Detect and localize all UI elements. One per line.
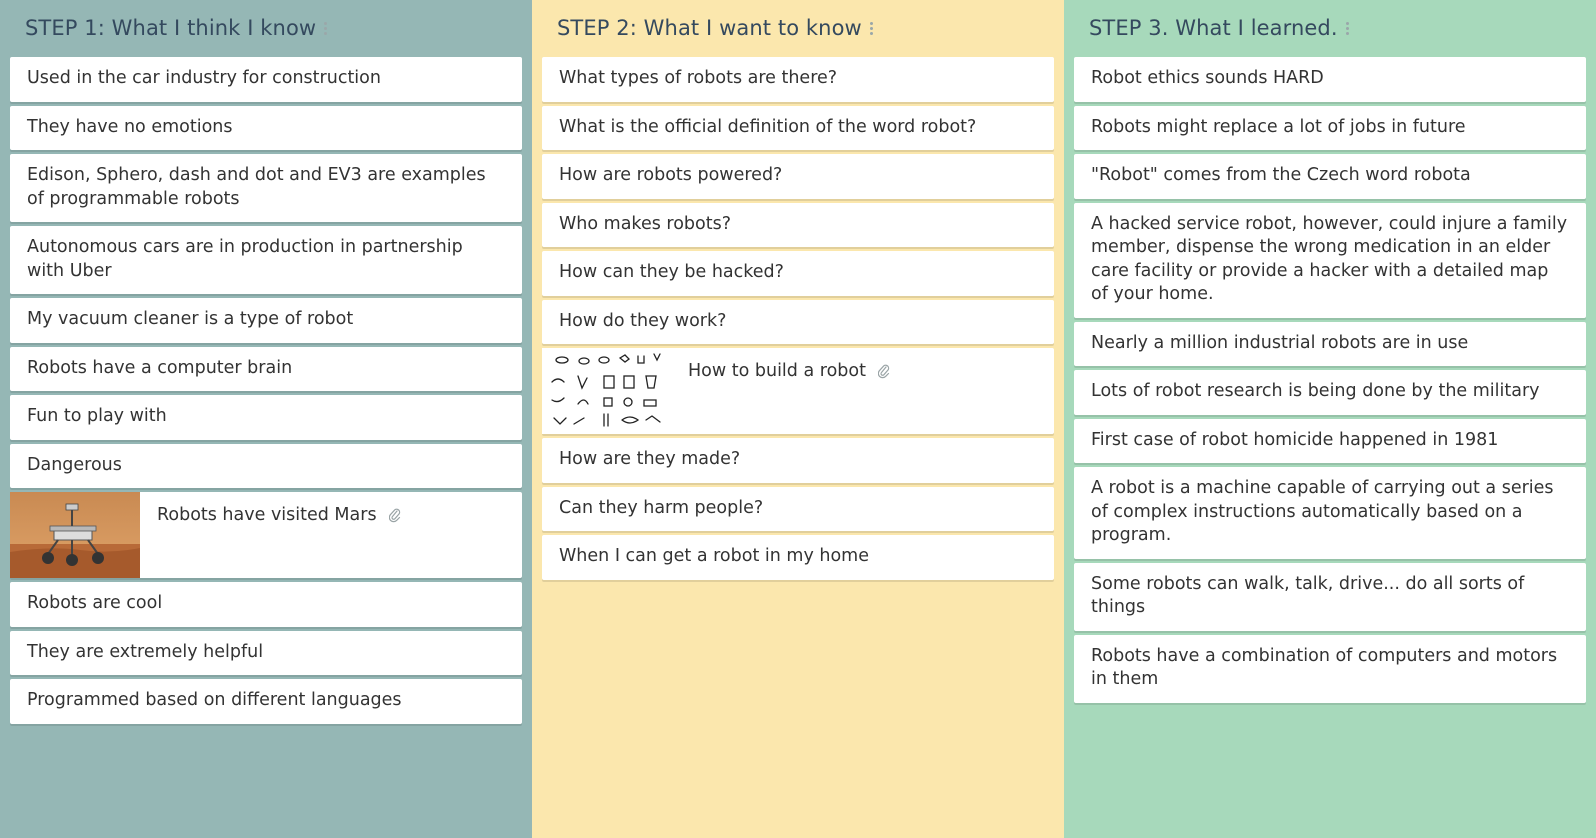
card-list (542, 57, 1054, 584)
card[interactable]: Who makes robots? (542, 203, 1054, 248)
drag-handle-icon[interactable] (870, 22, 873, 35)
card[interactable]: Robots are cool (10, 582, 522, 627)
card[interactable]: What types of robots are there? (542, 57, 1054, 102)
card[interactable]: "Robot" comes from the Czech word robota (1074, 154, 1586, 199)
card[interactable]: Lots of robot research is being done by the military (1074, 370, 1586, 415)
column-title-text: STEP 2: What I want to know (557, 16, 862, 40)
card[interactable]: A robot is a machine capable of carrying out a series of complex instructions automatically based on a program. (1074, 467, 1586, 559)
card[interactable]: Can they harm people? (542, 487, 1054, 532)
card-list (10, 57, 522, 728)
card[interactable]: How are robots powered? (542, 154, 1054, 199)
column-step1 (0, 0, 532, 838)
card[interactable]: Nearly a million industrial robots are in use (1074, 322, 1586, 367)
card-text-wrap (140, 492, 418, 578)
card-text: Robots have visited Mars (157, 505, 377, 525)
mars-rover-image (10, 492, 140, 578)
card[interactable]: A hacked service robot, however, could injure a family member, dispense the wrong medication in an elder care facility or provide a hacker with a detailed map of your home. (1074, 203, 1586, 318)
card[interactable]: Autonomous cars are in production in partnership with Uber (10, 226, 522, 294)
card[interactable]: Edison, Sphero, dash and dot and EV3 are examples of programmable robots (10, 154, 522, 222)
column-title-text: STEP 3. What I learned. (1089, 16, 1338, 40)
card[interactable]: They have no emotions (10, 106, 522, 151)
card[interactable]: Used in the car industry for construction (10, 57, 522, 102)
card-list (1074, 57, 1586, 707)
card[interactable]: Programmed based on different languages (10, 679, 522, 724)
card-with-image[interactable] (542, 348, 1054, 434)
paperclip-icon[interactable] (389, 507, 401, 523)
column-step2 (532, 0, 1064, 838)
robot-sketches-image (542, 348, 672, 434)
card[interactable]: Robots have a combination of computers and motors in them (1074, 635, 1586, 703)
card-with-image[interactable] (10, 492, 522, 578)
column-title (1089, 16, 1349, 40)
card[interactable]: What is the official definition of the word robot? (542, 106, 1054, 151)
card-text-wrap (672, 348, 907, 434)
card[interactable]: How do they work? (542, 300, 1054, 345)
column-step3 (1064, 0, 1596, 838)
card[interactable]: Fun to play with (10, 395, 522, 440)
card[interactable]: First case of robot homicide happened in 1981 (1074, 419, 1586, 464)
card[interactable]: How are they made? (542, 438, 1054, 483)
column-title-text: STEP 1: What I think I know (25, 16, 317, 40)
card[interactable]: How can they be hacked? (542, 251, 1054, 296)
card-text: How to build a robot (688, 361, 866, 381)
card[interactable]: Dangerous (10, 444, 522, 489)
card[interactable]: When I can get a robot in my home (542, 535, 1054, 580)
column-title (25, 16, 327, 40)
card[interactable]: Some robots can walk, talk, drive... do all sorts of things (1074, 563, 1586, 631)
card[interactable]: My vacuum cleaner is a type of robot (10, 298, 522, 343)
card[interactable]: Robots might replace a lot of jobs in future (1074, 106, 1586, 151)
column-title (557, 16, 873, 40)
drag-handle-icon[interactable] (1346, 22, 1349, 35)
drag-handle-icon[interactable] (324, 22, 327, 35)
card[interactable]: They are extremely helpful (10, 631, 522, 676)
paperclip-icon[interactable] (878, 363, 890, 379)
card[interactable]: Robots have a computer brain (10, 347, 522, 392)
card[interactable]: Robot ethics sounds HARD (1074, 57, 1586, 102)
